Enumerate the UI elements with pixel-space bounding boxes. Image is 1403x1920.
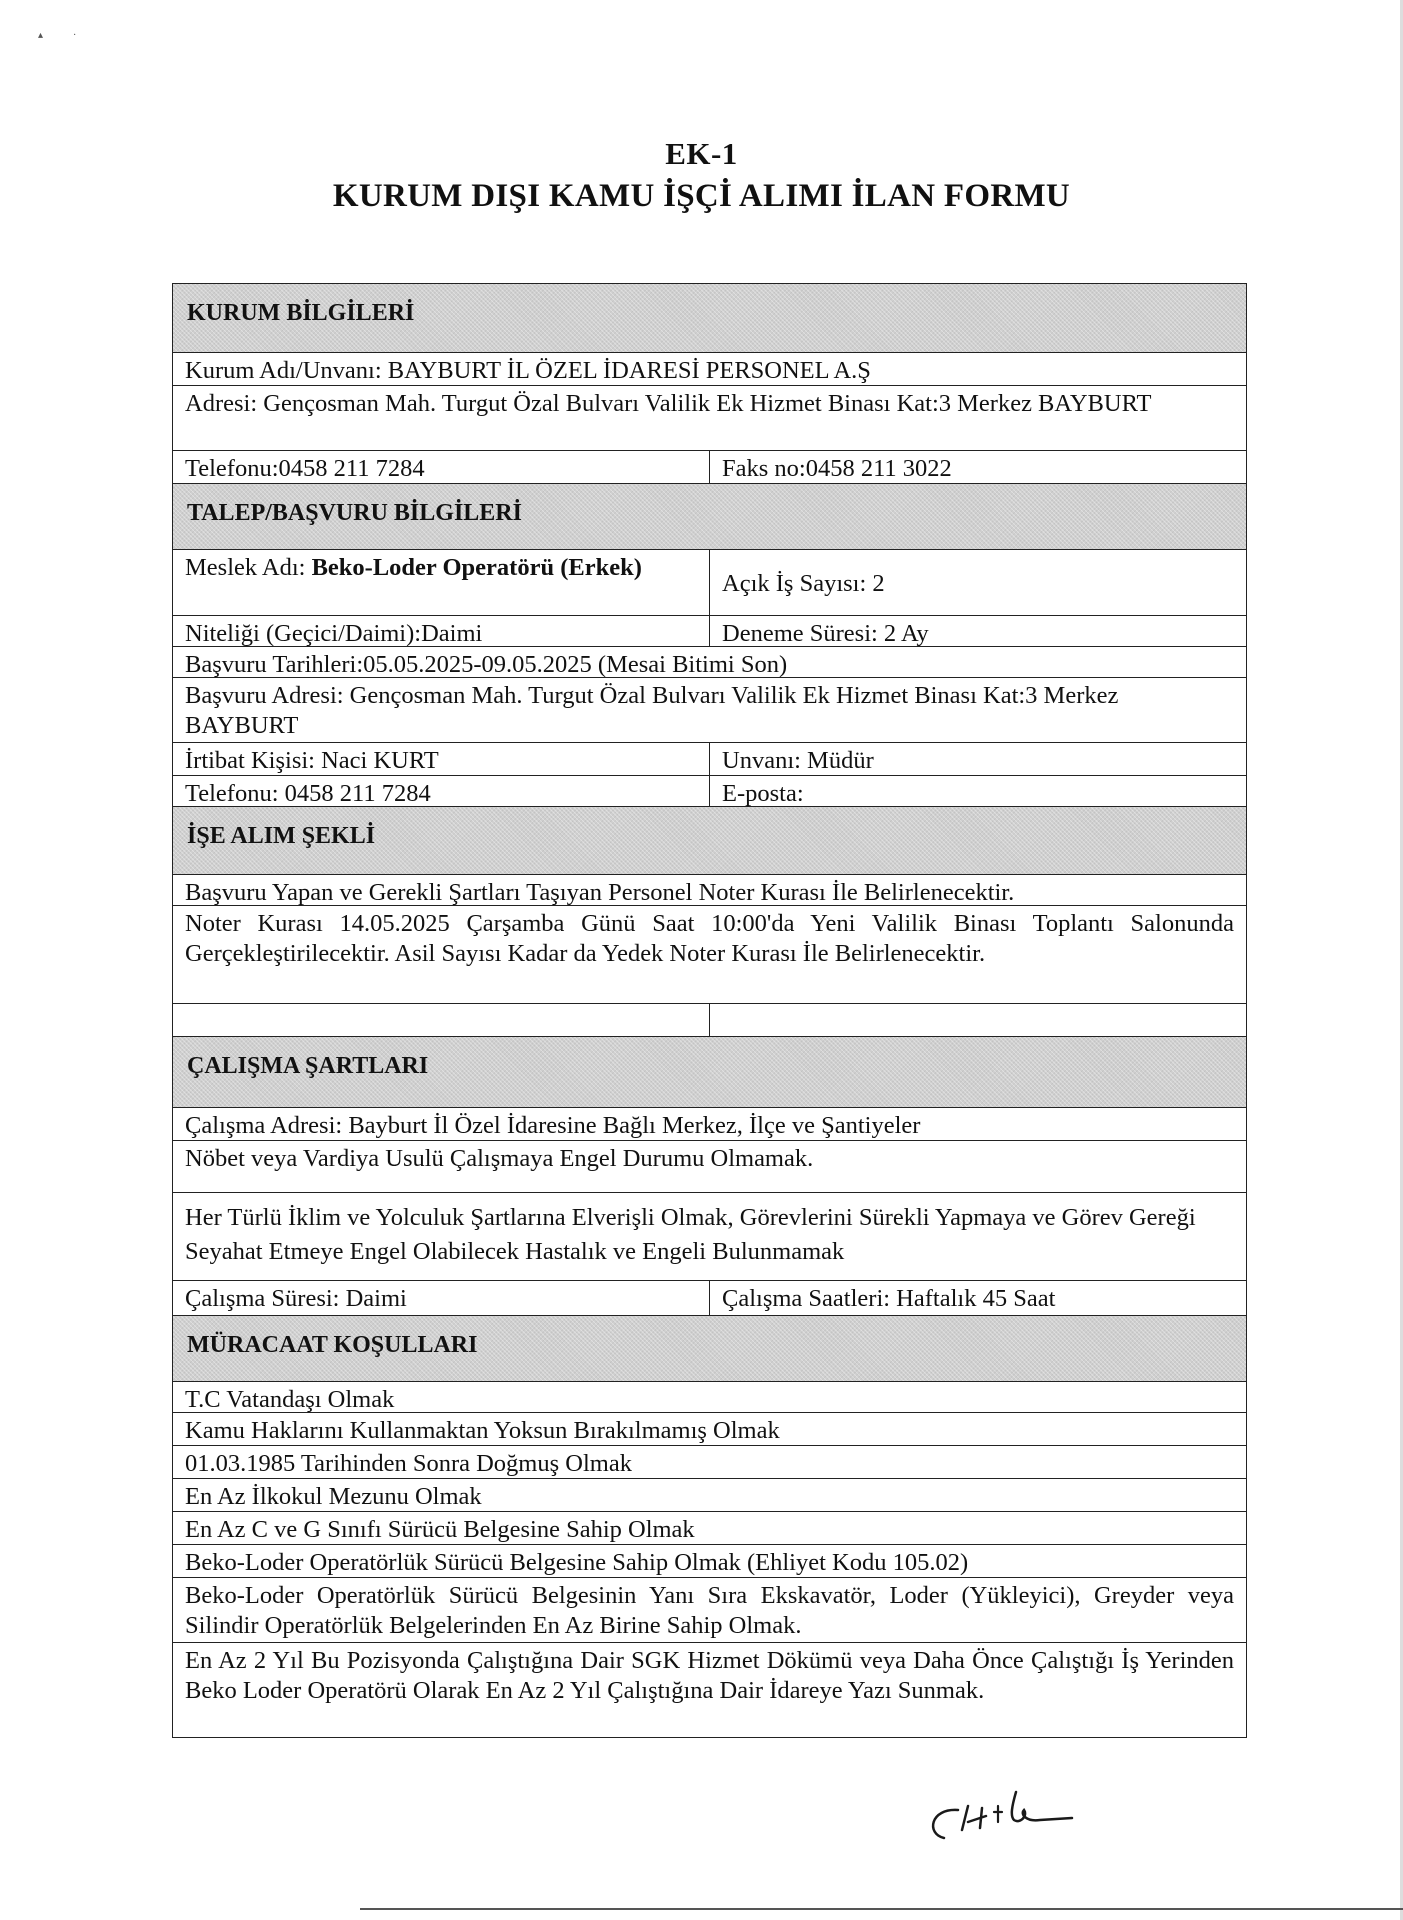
calisma-saatleri: Çalışma Saatleri: Haftalık 45 Saat	[709, 1281, 1246, 1315]
kurum-name: Kurum Adı/Unvanı: BAYBURT İL ÖZEL İDARESİ PERSONEL A.Ş	[185, 357, 871, 384]
basvuru-tarihleri: Başvuru Tarihleri:05.05.2025-09.05.2025 (Mesai Bitimi Son)	[185, 651, 788, 677]
section-talep	[173, 483, 1246, 549]
section-title-calisma: ÇALIŞMA ŞARTLARI	[187, 1053, 429, 1079]
iklim-yolculuk: Her Türlü İklim ve Yolculuk Şartlarına Elverişli Olmak, Görevlerini Sürekli Yapmaya ve Görev Gereği Seyahat Etmeye Engel Olabilecek Hastalık ve Engeli Bulunmamak	[185, 1204, 1196, 1265]
signature-stroke	[1012, 1792, 1072, 1821]
form-title: KURUM DIŞI KAMU İŞÇİ ALIMI İLAN FORMU	[332, 178, 1071, 214]
meslek-value: Beko-Loder Operatörü (Erkek)	[311, 554, 642, 581]
muracaat-item: Kamu Haklarını Kullanmaktan Yoksun Bırakılmamış Olmak	[185, 1417, 780, 1444]
nitelik: Niteliği (Geçici/Daimi):Daimi	[185, 620, 483, 646]
muracaat-item: En Az 2 Yıl Bu Pozisyonda Çalıştığına Dair SGK Hizmet Dökümü veya Daha Önce Çalıştığı İş Yerinden Beko Loder Operatörü Olarak En Az 2 Yıl Çalıştığına Dair İdareye Yazı Sunmak.	[185, 1647, 1234, 1704]
annex-label: EK-1	[665, 136, 738, 171]
ise-alim-line-2: Noter Kurası 14.05.2025 Çarşamba Günü Saat 10:00'da Yeni Valilik Binası Toplantı Salonunda Gerçekleştirilecektir. Asil Sayısı Kadar da Yedek Noter Kurası İle Belirlenecektir.	[185, 910, 1234, 967]
section-title-talep: TALEP/BAŞVURU BİLGİLERİ	[187, 500, 522, 526]
list-item	[173, 1381, 1246, 1412]
muracaat-item: 01.03.1985 Tarihinden Sonra Doğmuş Olmak	[185, 1450, 632, 1477]
calisma-suresi: Çalışma Süresi: Daimi	[185, 1285, 407, 1312]
signature-stroke	[994, 1806, 1002, 1822]
section-ise-alim	[173, 806, 1246, 874]
kurum-address: Adresi: Gençosman Mah. Turgut Özal Bulvarı Valilik Ek Hizmet Binası Kat:3 Merkez BAYBURT	[185, 390, 1152, 417]
list-item	[173, 1412, 1246, 1445]
acik-is-sayisi: Açık İş Sayısı: 2	[709, 550, 1246, 615]
handwritten-signature	[916, 1786, 1086, 1856]
list-item	[173, 1478, 1246, 1511]
row-calisma-adresi	[173, 1107, 1246, 1140]
scan-bottom-edge	[360, 1908, 1403, 1910]
row-basvuru-adresi	[173, 677, 1246, 742]
section-title-muracaat: MÜRACAAT KOŞULLARI	[187, 1332, 478, 1358]
section-title-ise-alim: İŞE ALIM ŞEKLİ	[187, 823, 376, 849]
section-muracaat	[173, 1315, 1246, 1381]
row-empty	[173, 1003, 1246, 1036]
row-kurum-contact	[173, 450, 1246, 483]
row-kurum-address	[173, 385, 1246, 450]
list-item	[173, 1511, 1246, 1544]
kurum-fax: Faks no:0458 211 3022	[709, 451, 1246, 483]
muracaat-item: T.C Vatandaşı Olmak	[185, 1386, 395, 1412]
row-iklim	[173, 1192, 1246, 1280]
ise-alim-line-1: Başvuru Yapan ve Gerekli Şartları Taşıyan Personel Noter Kurası İle Belirlenecektir.	[185, 879, 1015, 905]
irtibat-telefon: Telefonu: 0458 211 7284	[185, 780, 431, 806]
row-ise-alim-1	[173, 874, 1246, 905]
row-basvuru-tarihleri	[173, 646, 1246, 677]
section-title-kurum: KURUM BİLGİLERİ	[187, 300, 415, 326]
list-item	[173, 1642, 1246, 1737]
deneme-suresi: Deneme Süresi: 2 Ay	[709, 616, 1246, 646]
muracaat-item: Beko-Loder Operatörlük Sürücü Belgesine Sahip Olmak (Ehliyet Kodu 105.02)	[185, 1549, 969, 1576]
section-calisma	[173, 1036, 1246, 1107]
unvan: Unvanı: Müdür	[709, 743, 1246, 775]
row-kurum-name	[173, 352, 1246, 385]
row-meslek	[173, 549, 1246, 615]
e-posta: E-posta:	[709, 776, 1246, 806]
list-item	[173, 1577, 1246, 1642]
muracaat-item: Beko-Loder Operatörlük Sürücü Belgesinin Yanı Sıra Ekskavatör, Loder (Yükleyici), Greyder veya Silindir Operatörlük Belgelerinden En Az Birine Sahip Olmak.	[185, 1582, 1234, 1639]
row-nitelik	[173, 615, 1246, 646]
empty-cell-left	[173, 1004, 709, 1036]
row-telefon	[173, 775, 1246, 806]
row-calisma-sure	[173, 1280, 1246, 1315]
empty-cell-right	[709, 1004, 1246, 1036]
application-form-table	[172, 283, 1247, 1738]
list-item	[173, 1544, 1246, 1577]
list-item	[173, 1445, 1246, 1478]
kurum-phone: Telefonu:0458 211 7284	[185, 455, 425, 482]
calisma-adresi: Çalışma Adresi: Bayburt İl Özel İdaresine Bağlı Merkez, İlçe ve Şantiyeler	[185, 1112, 921, 1139]
row-irtibat	[173, 742, 1246, 775]
signature-stroke	[962, 1806, 986, 1830]
scan-marks: ▴ ·	[38, 30, 77, 41]
irtibat-kisisi: İrtibat Kişisi: Naci KURT	[185, 747, 439, 774]
row-ise-alim-2	[173, 905, 1246, 1003]
muracaat-item: En Az C ve G Sınıfı Sürücü Belgesine Sahip Olmak	[185, 1516, 695, 1543]
signature-stroke	[933, 1810, 958, 1838]
basvuru-adresi: Başvuru Adresi: Gençosman Mah. Turgut Özal Bulvarı Valilik Ek Hizmet Binası Kat:3 Merkez BAYBURT	[185, 682, 1119, 739]
row-nobet	[173, 1140, 1246, 1192]
nobet-vardiya: Nöbet veya Vardiya Usulü Çalışmaya Engel Durumu Olmamak.	[185, 1145, 814, 1172]
meslek-label: Meslek Adı:	[185, 554, 312, 581]
meslek-cell	[173, 550, 709, 615]
muracaat-item: En Az İlkokul Mezunu Olmak	[185, 1483, 482, 1510]
section-kurum	[173, 284, 1246, 352]
